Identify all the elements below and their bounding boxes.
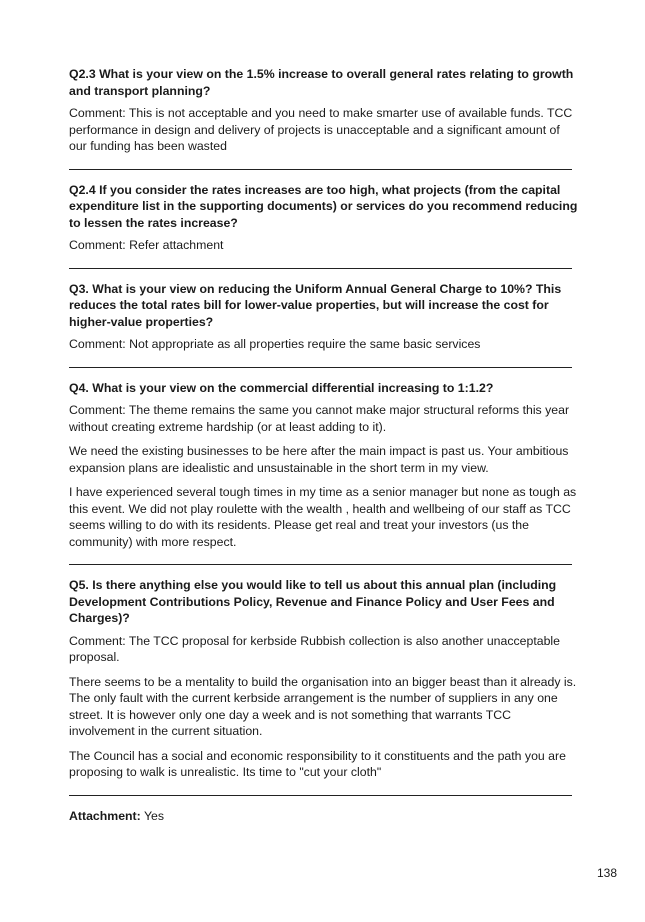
question-q2-4: Q2.4 If you consider the rates increases are too high, what projects (from the capital expenditure list in the supporting documents) or services do you recommend reducing to lessen the rates increase? <box>69 182 578 230</box>
section-q4 <box>69 380 579 551</box>
divider <box>69 268 572 269</box>
page-number: 138 <box>596 866 617 880</box>
attachment-label: Attachment: <box>69 808 141 823</box>
comment-q4-paragraph: We need the existing businesses to be here after the main impact is past us. Your ambitious expansion plans are idealistic and unsustainable in the short term in my view. <box>69 444 569 475</box>
section-q2-3 <box>69 66 579 155</box>
document-body <box>69 66 579 824</box>
comment-q2-3: Comment: This is not acceptable and you need to make smarter use of available funds. TCC performance in design and delivery of projects is unacceptable and a significant amount of our funding has been wasted <box>69 106 573 153</box>
attachment-value: Yes <box>143 808 164 823</box>
divider <box>69 169 572 170</box>
divider <box>69 367 572 368</box>
section-q2-4 <box>69 182 579 254</box>
comment-q4: Comment: The theme remains the same you cannot make major structural reforms this year without creating extreme hardship (or at least adding to it). <box>69 403 570 434</box>
comment-q5: Comment: The TCC proposal for kerbside Rubbish collection is also another unacceptable proposal. <box>69 633 560 664</box>
question-q4: Q4. What is your view on the commercial differential increasing to 1:1.2? <box>69 380 494 395</box>
comment-q5-paragraph: There seems to be a mentality to build the organisation into an bigger beast than it already is. The only fault with the current kerbside arrangement is the number of suppliers in any one street. It is however only one day a week and is not something that warrants TCC involvement in the current situation. <box>69 674 577 738</box>
question-q2-3: Q2.3 What is your view on the 1.5% increase to overall general rates relating to growth and transport planning? <box>69 67 574 98</box>
question-q3: Q3. What is your view on reducing the Uniform Annual General Charge to 10%? This reduces the total rates bill for lower-value properties, but will increase the cost for higher-value properties? <box>69 281 562 329</box>
comment-q5-paragraph: The Council has a social and economic responsibility to it constituents and the path you are proposing to walk is unrealistic. Its time to "cut your cloth" <box>69 748 566 779</box>
divider <box>69 564 572 565</box>
comment-q4-paragraph: I have experienced several tough times in my time as a senior manager but none as tough as this event. We did not play roulette with the wealth , health and wellbeing of our staff as TCC seems willing to do with its residents. Please get real and treat your investors (us the community) with more respect. <box>69 485 577 549</box>
comment-q2-4: Comment: Refer attachment <box>69 238 224 252</box>
section-q3 <box>69 281 579 353</box>
comment-q3: Comment: Not appropriate as all properties require the same basic services <box>69 337 481 351</box>
question-q5: Q5. Is there anything else you would like to tell us about this annual plan (including Development Contributions Policy, Revenue and Finance Policy and User Fees and Charges)? <box>69 578 557 625</box>
divider <box>69 795 572 796</box>
section-q5 <box>69 577 579 781</box>
attachment-line <box>69 808 579 825</box>
